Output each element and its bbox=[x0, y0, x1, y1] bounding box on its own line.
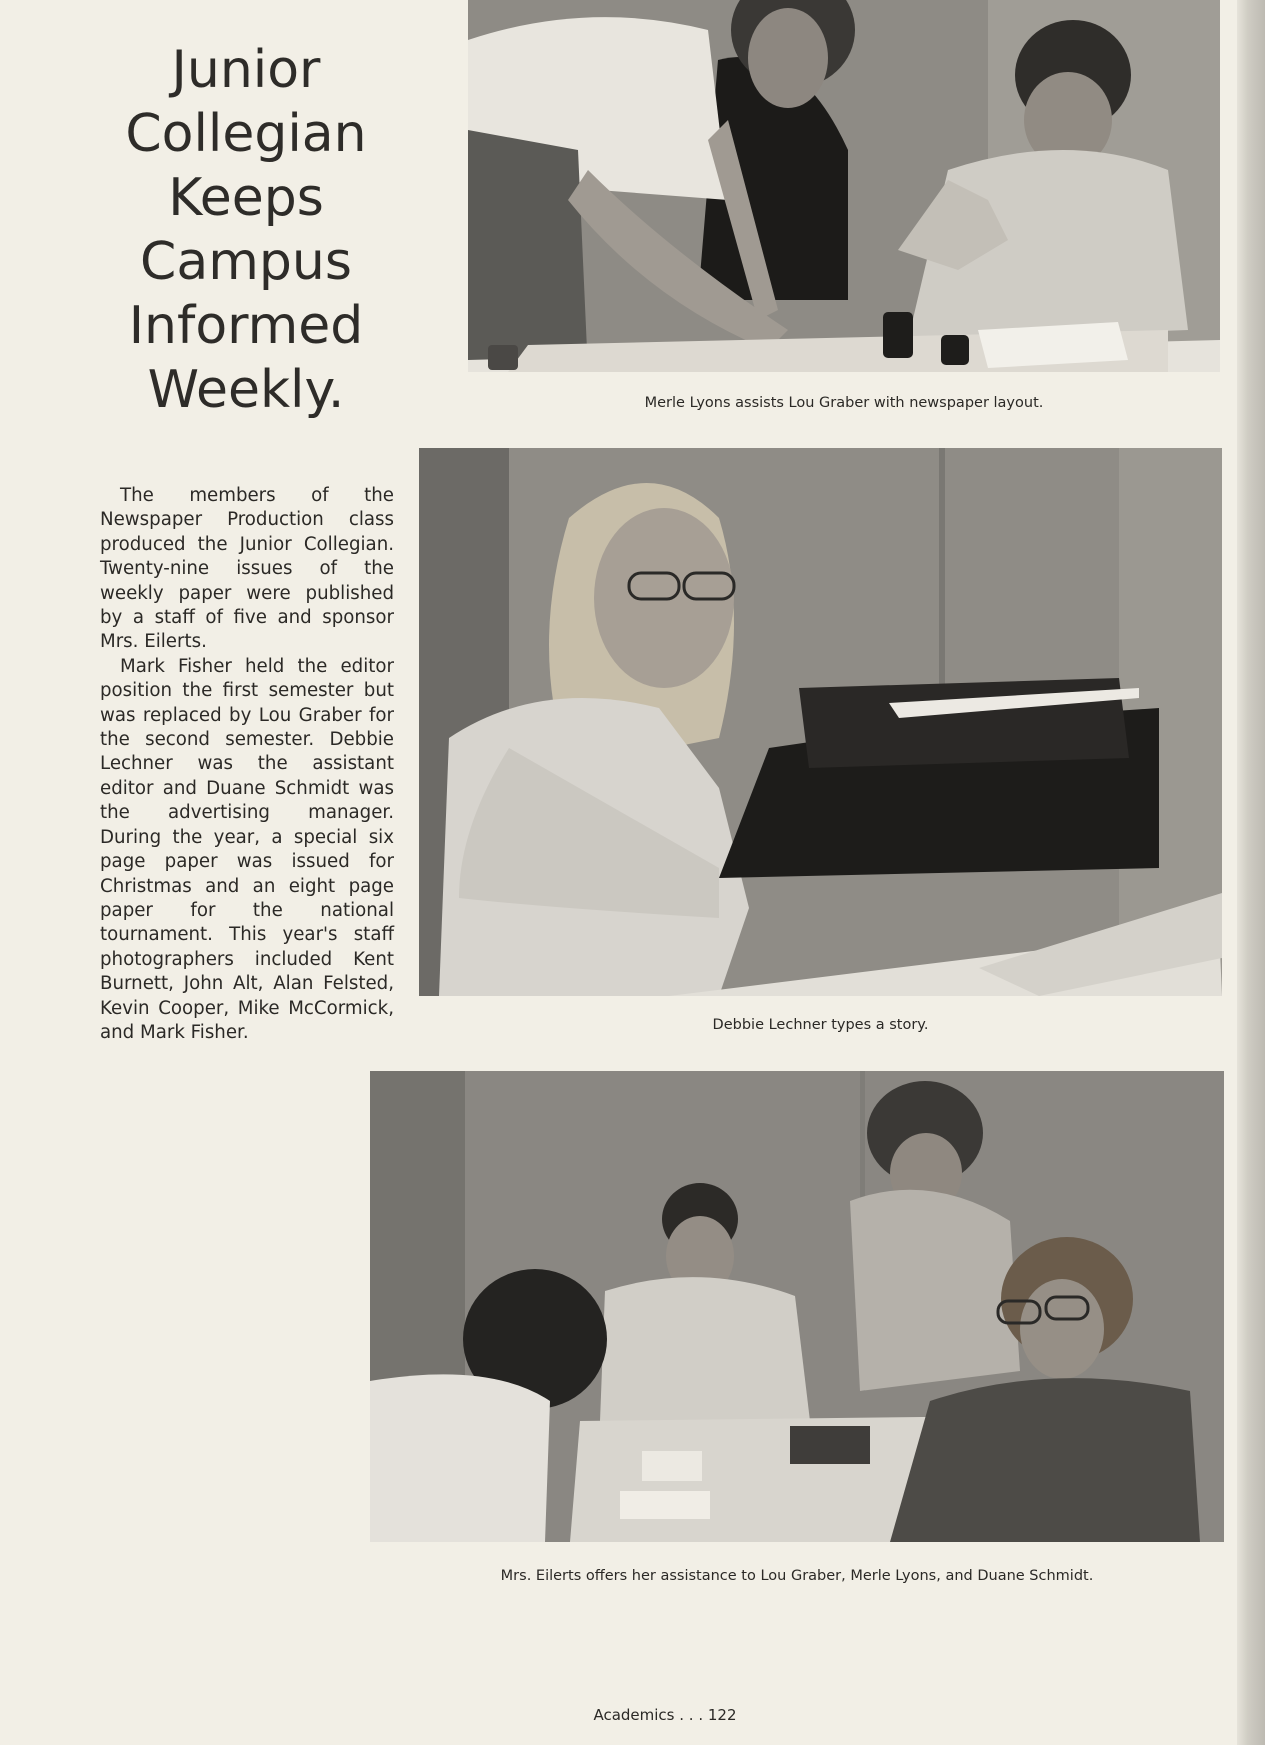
headline-line: Junior bbox=[171, 40, 321, 100]
body-paragraph: The members of the Newspaper Production class produced the Junior Collegian. Twenty-nine issues of the weekly paper were published by a staff of five and sponsor Mrs. Eilerts. bbox=[100, 485, 394, 653]
photo-caption: Mrs. Eilerts offers her assistance to Lou Graber, Merle Lyons, and Duane Schmidt. bbox=[500, 1568, 1094, 1584]
body-paragraph: Mark Fisher held the editor position the first semester but was replaced by Lou Graber for the second semester. Debbie Lechner was the assistant editor and Duane Schmidt was the advertising manager. During the year, a special six page paper was issued for Christmas and an eight page paper for the national tournament. This year's staff photographers included Kent Burnett, John Alt, Alan Felsted, Kevin Cooper, Mike McCormick, and Mark Fisher. bbox=[100, 655, 394, 1043]
photo-group bbox=[370, 1071, 1224, 1542]
photo-group-image bbox=[370, 1071, 1224, 1542]
page-folio: Academics . . . 122 bbox=[593, 1706, 737, 1724]
page-edge bbox=[1237, 0, 1265, 1745]
photo-typewriter-image bbox=[419, 448, 1222, 996]
headline-line: Campus bbox=[140, 232, 352, 292]
photo-typewriter bbox=[419, 448, 1222, 996]
headline-line: Weekly. bbox=[147, 360, 345, 420]
headline-line: Collegian bbox=[125, 104, 367, 164]
article-body bbox=[100, 484, 394, 1045]
article-headline bbox=[90, 38, 402, 422]
photo-layout-image bbox=[468, 0, 1220, 372]
photo-caption: Debbie Lechner types a story. bbox=[712, 1017, 929, 1033]
photo-caption: Merle Lyons assists Lou Graber with newspaper layout. bbox=[644, 395, 1044, 411]
headline-line: Informed bbox=[128, 296, 364, 356]
headline-line: Keeps bbox=[168, 168, 324, 228]
photo-layout bbox=[468, 0, 1220, 372]
